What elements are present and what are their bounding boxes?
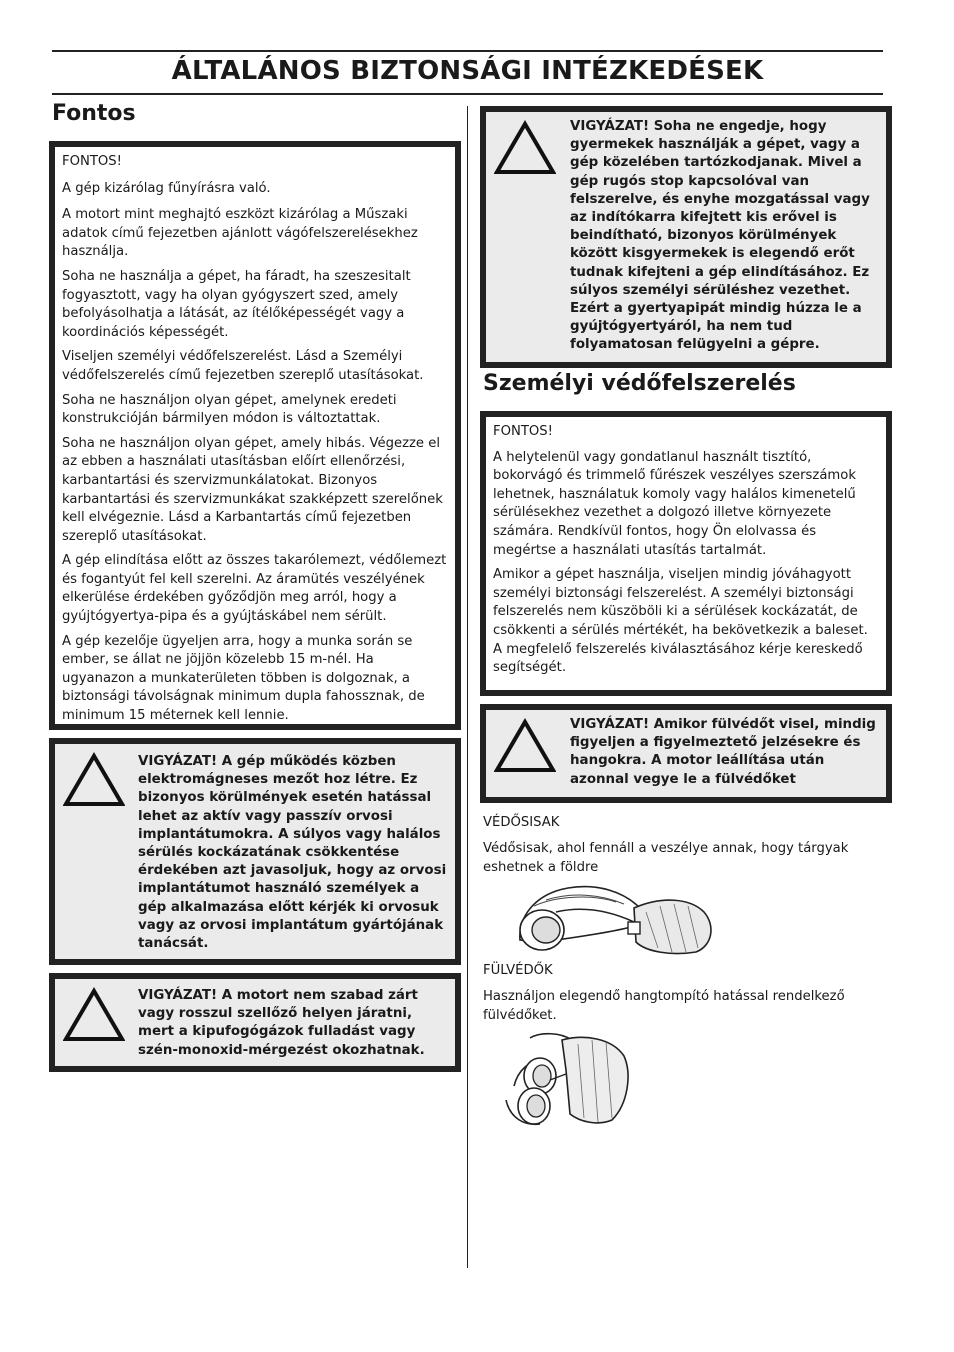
important-paragraph: Viseljen személyi védőfelszerelést. Lásd a Személyi védőfelszerelés című fejezetben szereplő utasításokat. (62, 349, 424, 383)
section-heading-fontos: Fontos (52, 101, 136, 126)
warning-box-exhaust (49, 973, 461, 1072)
column-divider (467, 106, 468, 1268)
warning-triangle-icon (494, 718, 556, 774)
earmuffs-text: Használjon elegendő hangtompító hatással rendelkező fülvédőket. (483, 989, 845, 1023)
important-paragraph: A motort mint meghajtó eszközt kizárólag a Műszaki adatok című fejezetben ajánlott vágófelszerelésekhez használja. (62, 207, 418, 260)
warning-triangle-icon (63, 987, 125, 1043)
warning-text: VIGYÁZAT! A motort nem szabad zárt vagy rosszul szellőző helyen járatni, mert a kipufogógázok fulladást vagy szén-monoxid-mérgezést okozhatnak. (138, 988, 425, 1058)
important-box-general (49, 141, 461, 730)
warning-triangle-icon (63, 752, 125, 808)
page-title: ÁLTALÁNOS BIZTONSÁGI INTÉZKEDÉSEK (171, 56, 764, 86)
important-paragraph: Soha ne használjon olyan gépet, amely hibás. Végezze el az ebben a használati utasításban előírt ellenőrzési, karbantartási és szervizmunkálatokat. Bizonyos karbantartási és szervizmunkákat szakképzett szerelőnek kell elvégeznie. Lásd a Karbantartás című fejezetben szereplő utasításokat. (62, 435, 443, 544)
earmuffs-heading: FÜLVÉDŐK (483, 963, 553, 978)
important-paragraph: Soha ne használja a gépet, ha fáradt, ha szeszesitalt fogyasztott, vagy ha olyan gyógyszert szed, amely befolyásolhatja a látását, az ítélőképességét vagy a koordinációs képességét. (62, 268, 411, 340)
section-heading-ppe: Személyi védőfelszerelés (483, 371, 796, 396)
important-paragraph: Soha ne használjon olyan gépet, amelynek eredeti konstrukcióján bármilyen módon is változtattak. (62, 392, 397, 427)
top-rule (52, 50, 883, 52)
important-paragraph: Amikor a gépet használja, viseljen mindig jóváhagyott személyi biztonsági felszerelést. A személyi biztonsági felszerelés nem küszöböli ki a sérülések kockázatát, de csökkenti a sérülés mértékét, ha bekövetkezik a baleset. A megfelelő felszerelés kiválasztásához kérje kereskedő segítségét. (493, 567, 868, 676)
warning-box-ear-protection (480, 704, 892, 803)
helmet-text: Védősisak, ahol fennáll a veszélye annak, hogy tárgyak eshetnek a földre (483, 841, 849, 875)
warning-text: VIGYÁZAT! Soha ne engedje, hogy gyermekek használják a gépet, vagy a gép közelében tartózkodjanak. Mivel a gép rugós stop kapcsolóval van felszerelve, és enyhe mozgatással vagy az indítókarra kifejtett kis erővel is beindítható, bizonyos körülmények között kisgyermekek is elegendő erőt tudnak kifejteni a gép elindításához. Ez súlyos személyi sérüléshez vezethet. Ezért a gyertyapipát mindig húzza le a gyújtógyertyáról, ha nem tud folyamatosan felügyelni a gépre. (570, 119, 870, 353)
important-paragraph: A gép kezelője ügyeljen arra, hogy a munka során se ember, se állat ne jöjjön közelebb 15 m-nél. Ha ugyanazon a munkaterületen többen is dolgoznak, a biztonsági távolságnak minimum dupla fahossznak, de minimum 15 méternek kell lennie. (62, 633, 425, 724)
important-label: FONTOS! (493, 424, 553, 439)
important-label: FONTOS! (62, 154, 122, 169)
warning-box-electromagnetic (49, 738, 461, 965)
helmet-visor-icon (512, 882, 717, 956)
important-box-ppe (480, 411, 892, 696)
warning-text: VIGYÁZAT! Amikor fülvédőt visel, mindig figyeljen a figyelmeztető jelzésekre és hangokra. A motor leállítása után azonnal vegye le a fülvédőket (570, 717, 876, 787)
warning-triangle-icon (494, 120, 556, 176)
important-paragraph: A gép elindítása előtt az összes takarólemezt, védőlemezt és fogantyút fel kell szerelni. Az áramütés veszélyének elkerülése érdekében győződjön meg arról, hogy a gyújtógyertya-pipa és a gyújtáskábel nem sérült. (62, 553, 447, 625)
warning-text: VIGYÁZAT! A gép működés közben elektromágneses mezőt hoz létre. Ez bizonyos körülmények esetén hatással lehet az aktív vagy passzív orvosi implantátumokra. A súlyos vagy halálos sérülés kockázatának csökkentése érdekében azt javasoljuk, hogy az orvosi implantátumot használó személyek a gép alkalmazása előtt kérjék ki orvosuk vagy az orvosi implantátum gyártójának tanácsát. (138, 754, 447, 952)
warning-box-children (480, 106, 892, 368)
earmuffs-visor-icon (500, 1030, 634, 1128)
important-paragraph: A gép kizárólag fűnyírásra való. (62, 180, 271, 196)
title-underline (52, 93, 883, 95)
important-paragraph: A helytelenül vagy gondatlanul használt tisztító, bokorvágó és trimmelő fűrészek veszélyes szerszámok lehetnek, használatuk komoly vagy halálos kimenetelű sérülésekhez vezethet a dolgozó illetve környezete számára. Rendkívül fontos, hogy Ön elolvassa és megértse a használati utasítás tartalmát. (493, 449, 856, 558)
helmet-heading: VÉDŐSISAK (483, 815, 560, 830)
